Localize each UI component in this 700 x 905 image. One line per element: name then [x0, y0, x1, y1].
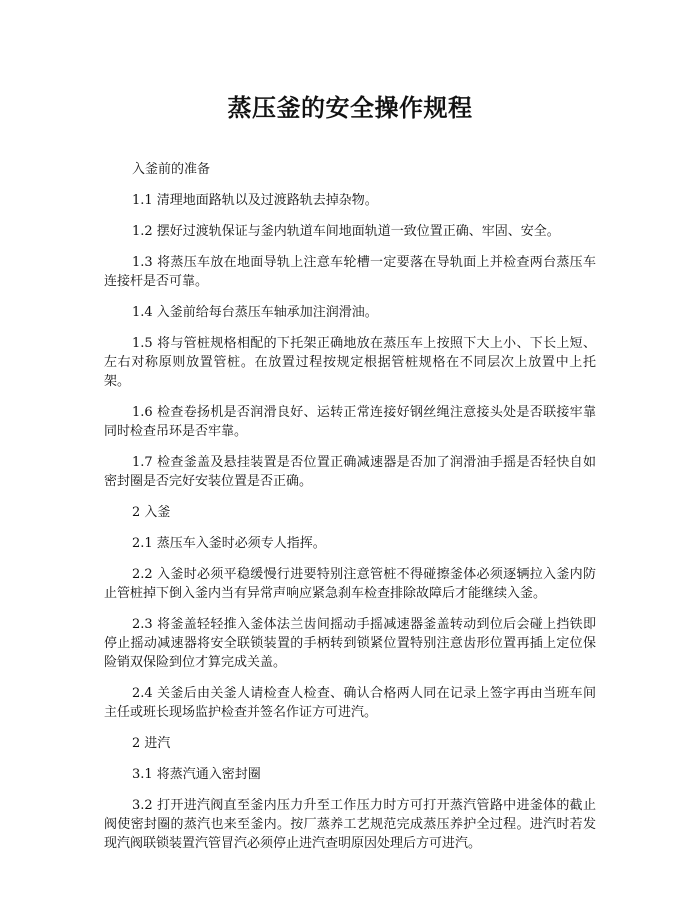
- paragraph-3-2: 3.2 打开进汽阀直至釜内压力升至工作压力时方可打开蒸汽管路中进釜体的截止阀使密封圈的蒸汽也来至釜内。按厂蒸养工艺规范完成蒸压养护全过程。进汽时若发现汽阀联锁装置汽管冒汽必须停止进汽查明原因处理后方可进汽。: [104, 798, 596, 851]
- paragraph-2-1: 2.1 蒸压车入釜时必须专人指挥。: [132, 536, 326, 551]
- section-heading-steam: 2 进汽: [132, 736, 171, 751]
- paragraph-1-3: 1.3 将蒸压车放在地面导轨上注意车轮槽一定要落在导轨面上并检查两台蒸压车连接杆是否可靠。: [104, 255, 596, 289]
- paragraph-3-1: 3.1 将蒸汽通入密封圈: [132, 767, 261, 782]
- paragraph-1-6: 1.6 检查卷扬机是否润滑良好、运转正常连接好钢丝绳注意接头处是否联接牢靠同时检查吊环是否牢靠。: [104, 405, 596, 439]
- paragraph-1-7: 1.7 检查釜盖及悬挂装置是否位置正确减速器是否加了润滑油手摇是否轻快自如密封圈是否完好安装位置是否正确。: [104, 455, 596, 489]
- paragraph-1-2: 1.2 摆好过渡轨保证与釜内轨道车间地面轨道一致位置正确、牢固、安全。: [132, 224, 560, 239]
- section-heading-prep: 入釜前的准备: [132, 162, 211, 177]
- paragraph-1-4: 1.4 入釜前给每台蒸压车轴承加注润滑油。: [132, 305, 378, 320]
- document-title: 蒸压釜的安全操作规程: [227, 94, 473, 122]
- paragraph-2-2: 2.2 入釜时必须平稳缓慢行进要特别注意管桩不得碰擦釜体必须逐辆拉入釜内防止管桩掉下倒入釜内当有异常声响应紧急刹车检查排除故障后才能继续入釜。: [104, 567, 596, 601]
- paragraph-2-4: 2.4 关釜后由关釜人请检查人检查、确认合格两人同在记录上签字再由当班车间主任或班长现场监护检查并签名作证方可进汽。: [104, 686, 596, 720]
- section-heading-enter: 2 入釜: [132, 505, 171, 520]
- document-body: [104, 160, 596, 865]
- paragraph-1-5: 1.5 将与管桩规格相配的下托架正确地放在蒸压车上按照下大上小、下长上短、左右对称原则放置管桩。在放置过程按规定根据管桩规格在不同层次上放置中上托架。: [104, 336, 596, 389]
- paragraph-2-3: 2.3 将釜盖轻轻推入釜体法兰齿间摇动手摇减速器釜盖转动到位后会碰上挡铁即停止摇动减速器将安全联锁装置的手柄转到锁紧位置特别注意齿形位置再插上定位保险销双保险到位才算完成关盖。: [104, 617, 596, 670]
- paragraph-1-1: 1.1 清理地面路轨以及过渡路轨去掉杂物。: [132, 193, 378, 208]
